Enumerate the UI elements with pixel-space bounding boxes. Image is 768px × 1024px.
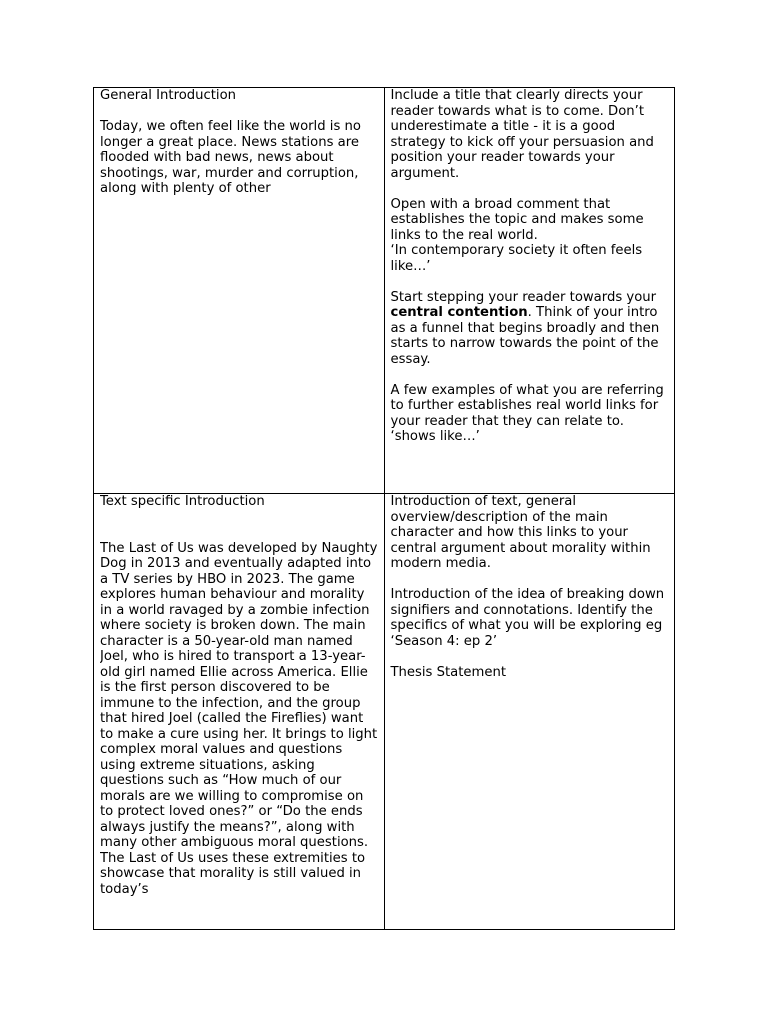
- text-specific-intro-cell: [94, 494, 385, 930]
- examples-guidance: A few examples of what you are referring to further establishes real world links for your reader that they can relate to.: [390, 382, 664, 429]
- contention-guidance-start: Start stepping your reader towards your: [390, 289, 657, 305]
- text-specific-intro-heading: Text specific Introduction: [100, 494, 265, 509]
- contention-guidance-end: . Think of your intro as a funnel that begins broadly and then starts to narrow towards the point of the essay.: [390, 305, 660, 367]
- examples-quote: ‘shows like…’: [390, 429, 480, 444]
- general-intro-cell: [94, 88, 385, 494]
- essay-plan-table: [93, 87, 675, 930]
- title-guidance: Include a title that clearly directs your reader towards what is to come. Don’t underestimate a title - it is a good strategy to kick off your persuasion and position your reader towards your argument.: [390, 88, 654, 181]
- contention-guidance: [391, 290, 669, 368]
- text-specific-intro-body: The Last of Us was developed by Naughty Dog in 2013 and eventually adapted into a TV series by HBO in 2023. The game explores human behaviour and morality in a world ravaged by a zombie infection where society is broken down. The main character is a 50-year-old man named Joel, who is hired to transport a 13-year-old girl named Ellie across America. Ellie is the first person discovered to be immune to the infection, and the group that hired Joel (called the Fireflies) want to make a cure using her. It brings to light complex moral values and questions using extreme situations, asking questions such as “How much of our morals are we willing to compromise on to protect loved ones?” or “Do the ends always justify the means?”, along with many other ambiguous moral questions. The Last of Us uses these extremities to showcase that morality is still valued in today’s: [100, 540, 378, 897]
- text-overview-guidance: Introduction of text, general overview/description of the main character and how this links to your central argument about morality within modern media.: [390, 494, 651, 571]
- broad-comment-example: ‘In contemporary society it often feels like…’: [390, 243, 643, 274]
- text-specific-guidance-cell: [384, 494, 675, 930]
- general-intro-heading: General Introduction: [100, 88, 237, 103]
- thesis-statement-label: Thesis Statement: [390, 664, 507, 680]
- broad-comment-guidance: Open with a broad comment that establishes the topic and makes some links to the real world.: [390, 196, 644, 243]
- table-row: [94, 88, 675, 494]
- general-intro-body: Today, we often feel like the world is no longer a great place. News stations are flooded with bad news, news about shootings, war, murder and corruption, along with plenty of other: [100, 119, 361, 196]
- signifiers-guidance: Introduction of the idea of breaking down signifiers and connotations. Identify the specifics of what you will be exploring eg ‘Season 4: ep 2’: [390, 587, 665, 649]
- central-contention-term: central contention: [390, 305, 528, 320]
- general-intro-guidance-cell: [384, 88, 675, 494]
- table-row: [94, 494, 675, 930]
